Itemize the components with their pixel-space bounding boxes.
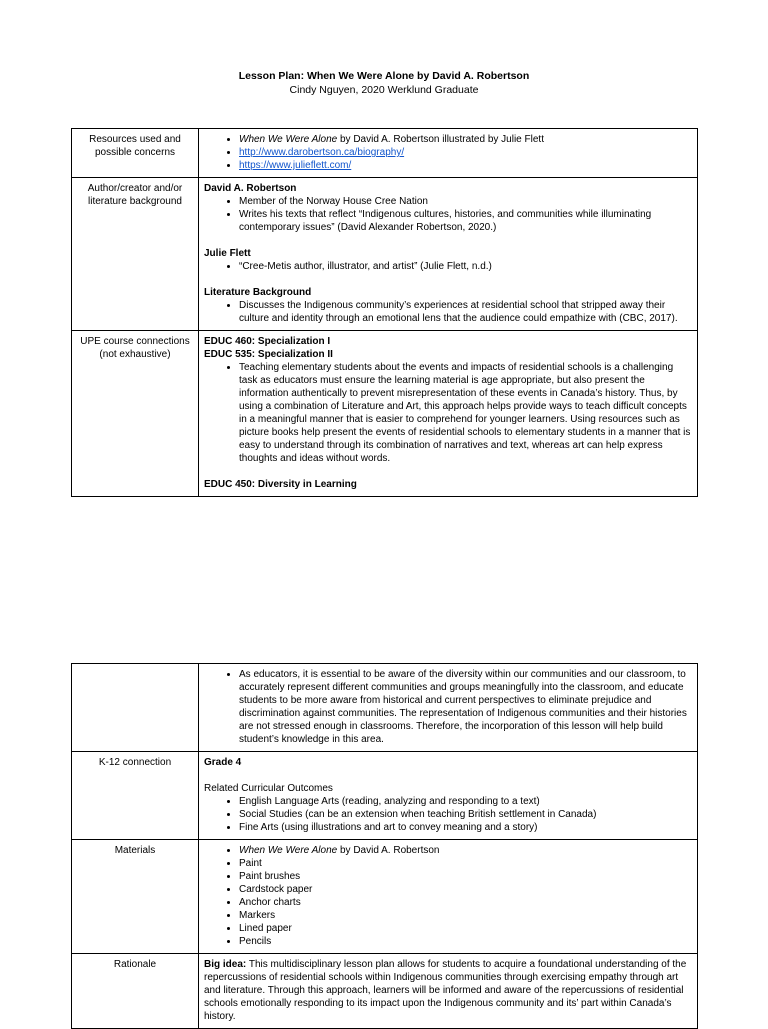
author-label: Author/creator and/or literature background	[72, 178, 199, 331]
row-rationale	[72, 954, 698, 1029]
list-item: • English Language Arts (reading, analyzing and responding to a text)	[239, 795, 692, 808]
upe-content	[199, 331, 698, 497]
k12-label: K-12 connection	[72, 752, 199, 840]
rationale-label: Rationale	[72, 954, 199, 1029]
materials-content	[199, 840, 698, 954]
heading-literature-background: Literature Background	[204, 287, 312, 298]
rationale-text: Big idea: This multidisciplinary lesson plan allows for students to acquire a foundational understanding of the repercussions of residential schools within Indigenous communities through exercising empathy through art and literature. Through this approach, learners will be informed and aware of the repercussions of residential schools emotionally responding to its impact upon the Indigenous community and its’ part within Canada’s history.	[204, 959, 687, 1022]
list-item: • Teaching elementary students about the events and impacts of residential schools is a challenging task as educators must ensure the learning material is age appropriate, but also present the information authentically to prevent misrepresentation of these events in Canada’s history. Thus, by using a combination of Literature and Art, this approach helps provide ways to teach difficult concepts in a meaningful manner that is easier to comprehend for younger learners. Using resources such as picture books help present the events of residential schools to elementary students in a manner that is easy to understand through its combination of narratives and text, whereas art can help express thoughts and ideas without words.	[239, 361, 692, 465]
grade-heading: Grade 4	[204, 757, 242, 768]
list-item: • Paint	[239, 857, 692, 870]
heading-david-robertson: David A. Robertson	[204, 183, 297, 194]
big-idea-label: Big idea:	[204, 959, 247, 970]
list-item: • When We Were Alone by David A. Robertson	[239, 844, 692, 857]
row-author	[72, 178, 698, 331]
heading-educ-450: EDUC 450: Diversity in Learning	[204, 479, 357, 490]
row-resources	[72, 129, 698, 178]
list-item	[239, 146, 692, 159]
list-item: • Paint brushes	[239, 870, 692, 883]
link-robertson-biography[interactable]: http://www.darobertson.ca/biography/	[239, 147, 405, 158]
book-title: When We Were Alone	[239, 845, 338, 856]
list-item: • Fine Arts (using illustrations and art to convey meaning and a story)	[239, 821, 692, 834]
row-continuation	[72, 664, 698, 752]
row-k12	[72, 752, 698, 840]
link-julie-flett[interactable]: https://www.julieflett.com/	[239, 160, 352, 171]
list-item: • Member of the Norway House Cree Nation	[239, 195, 692, 208]
list-item: • Markers	[239, 909, 692, 922]
document-title: Lesson Plan: When We Were Alone by David A. Robertson	[238, 70, 530, 82]
list-item	[239, 159, 692, 172]
continuation-label	[72, 664, 199, 752]
upe-label: UPE course connections (not exhaustive)	[72, 331, 199, 497]
list-item: • Pencils	[239, 935, 692, 948]
book-title: When We Were Alone	[239, 134, 338, 145]
list-item: • Lined paper	[239, 922, 692, 935]
list-item: • Cardstock paper	[239, 883, 692, 896]
heading-educ-460: EDUC 460: Specialization I	[204, 336, 331, 347]
list-item: • Social Studies (can be an extension when teaching British settlement in Canada)	[239, 808, 692, 821]
list-item: • Discusses the Indigenous community’s experiences at residential school that stripped away their culture and identity through an emotional lens that the audience could empathize with (CBC, 2017).	[239, 299, 692, 325]
resources-label: Resources used and possible concerns	[72, 129, 199, 178]
list-item: • As educators, it is essential to be aware of the diversity within our communities and our classroom, to accurately represent different communities and groups meaningfully into the classroom, and educate students to be more aware from historical and current perspectives to eliminate prejudice and discrimination against communities. The representation of Indigenous communities and their histories are not stressed enough in classrooms. Therefore, the incorporation of this lesson will help build student’s knowledge in this area.	[239, 668, 692, 746]
list-item: • Anchor charts	[239, 896, 692, 909]
row-materials	[72, 840, 698, 954]
heading-julie-flett: Julie Flett	[204, 248, 251, 259]
lesson-plan-table-part2	[71, 663, 698, 1029]
rationale-content	[199, 954, 698, 1029]
heading-educ-535: EDUC 535: Specialization II	[204, 349, 333, 360]
row-upe	[72, 331, 698, 497]
resources-content	[199, 129, 698, 178]
list-item: • Writes his texts that reflect “Indigenous cultures, histories, and communities while illuminating contemporary issues” (David Alexander Robertson, 2020.)	[239, 208, 692, 234]
materials-label: Materials	[72, 840, 199, 954]
list-item: • “Cree-Metis author, illustrator, and artist” (Julie Flett, n.d.)	[239, 260, 692, 273]
outcomes-label: Related Curricular Outcomes	[204, 783, 333, 794]
list-item: • When We Were Alone by David A. Robertson illustrated by Julie Flett	[239, 133, 692, 146]
document-subtitle: Cindy Nguyen, 2020 Werklund Graduate	[289, 84, 479, 96]
lesson-plan-table-part1	[71, 128, 698, 497]
continuation-content	[199, 664, 698, 752]
author-content	[199, 178, 698, 331]
k12-content	[199, 752, 698, 840]
